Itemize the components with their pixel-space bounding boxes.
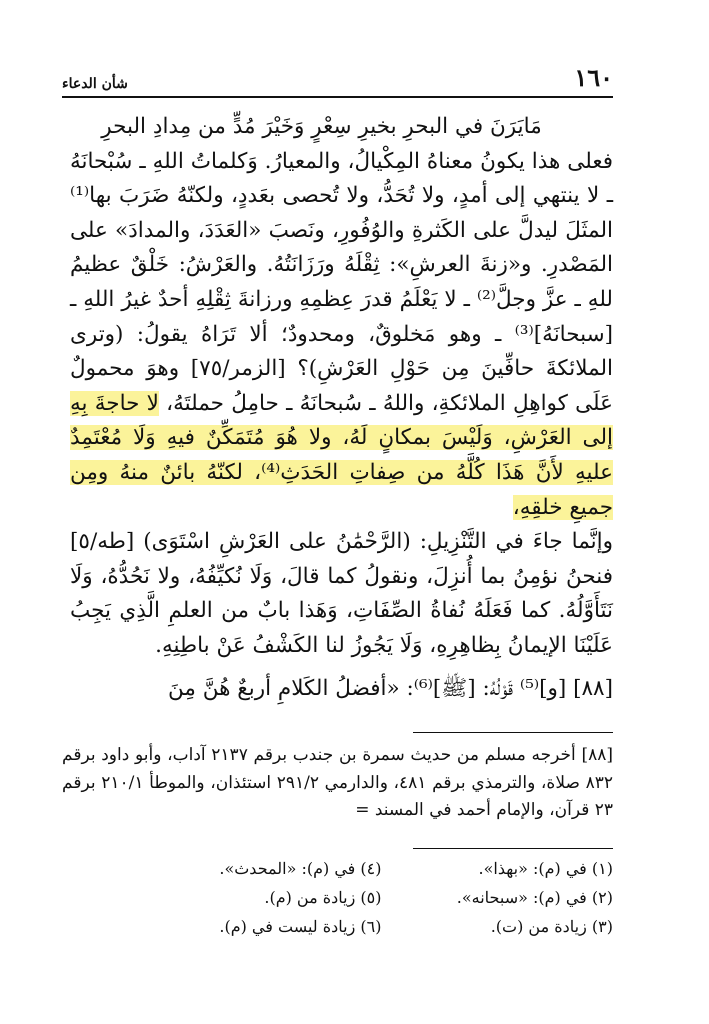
main-text — [70, 110, 613, 706]
footnote-item: (٥) زيادة من (م). — [264, 888, 382, 907]
footnote-divider-2 — [413, 848, 613, 849]
paragraph-2: وإنَّما جاءَ في التَّنْزِيلِ: (الرَّحْمَٰنُ على العَرْشِ اسْتَوَى) [طه/٥] فنحنُ نؤمِنُ بما أُنزِلَ، ونقولُ كما قالَ، وَلَا نُكيِّفُهُ، ولا نَحُدُّهُ، وَلَا نَتَأَوَّلُهُ. كما فَعَلَهُ نُفاةُ الصِّفَاتِ، وَهَذا بابٌ من العلمِ الَّذِي يَجِبُ عَلَيْنَا الإيمانُ بِظاهِرِهِ، وَلَا يَجُوزُ لنا الكَشْفُ عَنْ باطِنِهِ. — [70, 529, 613, 658]
highlighted-passage: لا حاجةَ بِهِ إلى العَرْشِ، وَلَيْسَ بمكانٍ لَهُ، ولا هُوَ مُتَمَكِّنٌ فيهِ وَلَا مُعْتَمِدٌ عليهِ لأَنَّ هَذَا كُلَّهُ من صِفاتِ الحَدَثِ⁽⁴⁾، لكنّهُ بائنٌ منهُ ومِن جميعِ خلقِهِ، — [70, 390, 613, 520]
footnote-item: (٦) زيادة ليست في (م). — [219, 917, 382, 936]
running-title: شأن الدعاء — [62, 76, 128, 92]
page-header — [62, 62, 613, 98]
paragraph-1 — [70, 145, 613, 526]
paragraph-1-text: فعلى هذا يكونُ معناهُ المِكْيالُ، والمعيارُ. وَكلماتُ اللهِ ـ سُبْحانَهُ ـ لا ينتهي إلى أمدٍ، ولا تُحَدُّ، ولا تُحصى بعَددٍ، ولكنّهُ ضَرَبَ بها⁽¹⁾ المثَلَ ليدلَّ على الكَثرةِ والوُفُورِ، ونَصبَ «العَدَدَ، والمدادَ» على المَصْدرِ. و«زنةَ العرشِ»: ثِقْلَهُ ورَزَانَتُهُ. والعَرْشُ: خَلْقٌ عظيمُ للهِ ـ عزَّ وجلَّ⁽²⁾ ـ لا يَعْلَمُ قدرَ عِظمِهِ ورزانةَ ثِقْلِهِ أحدٌ غيرُ اللهِ ـ [سبحانَهُ]⁽³⁾ ـ وهو مَخلوقٌ، ومحدودٌ؛ ألا تَرَاهُ يقولُ: (وترى الملائكةَ حافِّينَ مِن حَوْلِ العَرْشِ)؟ [الزمر/٧٥] وهوَ محمولٌ عَلَى كواهِلِ الملائكةِ، واللهُ ـ سُبحانَهُ ـ حامِلُ حملتَهُ، — [70, 148, 614, 416]
poetry-verse: مَايَرَنَ في البحرِ بخيرِ سِعْرٍ وَخَيْرَ مُدٍّ من مِدادِ البحرِ — [101, 114, 542, 139]
hadith-intro: [٨٨] [و]⁽⁵⁾ قَوْلُهُ: [ﷺ]⁽⁶⁾: «أفضلُ الكَلامِ أربعٌ هُنَّ مِنَ — [168, 675, 613, 701]
footnote-item: (٣) زيادة من (ت). — [490, 917, 613, 936]
footnote-item: (١) في (م): «بهذا». — [478, 859, 613, 878]
footnote-main: [٨٨] أخرجه مسلم من حديث سمرة بن جندب برقم ٢١٣٧ آداب، وأبو داود برقم ٨٣٢ صلاة، والترمذي برقم ٤٨١، والدارمي ٢٩١/٢ استئذان، والموطأ ٢١٠/١ برقم ٢٣ قرآن، والإمام أحمد في المسند = — [62, 745, 613, 820]
footnote-item: (٢) في (م): «سبحانه». — [456, 888, 613, 907]
page-number: ١٦٠ — [574, 63, 613, 92]
footnote-divider — [413, 732, 613, 733]
footnote-item: (٤) في (م): «المحدث». — [219, 859, 382, 878]
footnote-list — [150, 854, 613, 941]
